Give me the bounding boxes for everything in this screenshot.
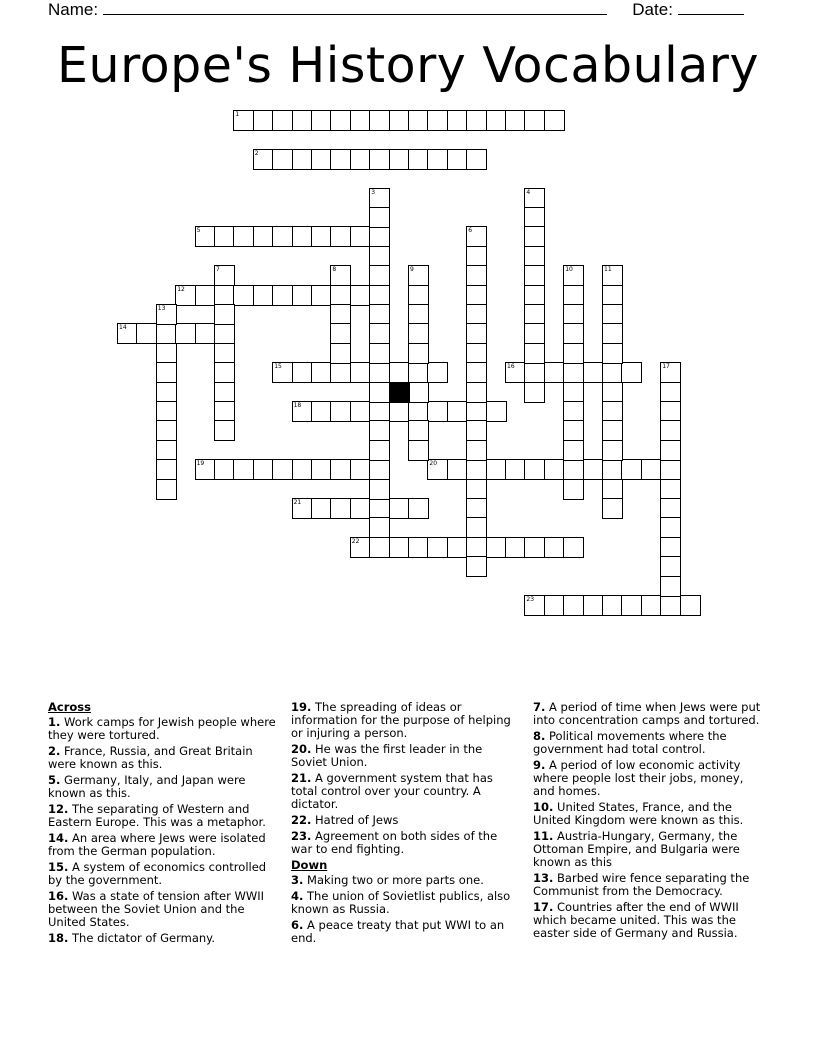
- grid-cell[interactable]: [427, 110, 448, 131]
- grid-cell[interactable]: [330, 362, 351, 383]
- cell-number: 7: [216, 266, 220, 274]
- grid-cell[interactable]: [369, 459, 390, 480]
- grid-cell[interactable]: [544, 459, 565, 480]
- grid-cell[interactable]: [156, 382, 177, 403]
- grid-cell[interactable]: [195, 323, 216, 344]
- grid-cell[interactable]: [524, 285, 545, 306]
- cell-number: 20: [429, 460, 438, 468]
- page-title: Europe's History Vocabulary: [57, 37, 759, 94]
- grid-cell[interactable]: [602, 382, 623, 403]
- grid-cell[interactable]: [486, 110, 507, 131]
- clue-item: 20. He was the first leader in the Soviet Union.: [291, 742, 483, 769]
- grid-cell[interactable]: [602, 498, 623, 519]
- cell-number: 14: [119, 324, 127, 332]
- grid-cell[interactable]: [369, 440, 390, 461]
- grid-cell[interactable]: [505, 110, 526, 131]
- grid-cell[interactable]: [408, 323, 429, 344]
- cell-number: 4: [526, 188, 531, 196]
- clue-column-3: [533, 701, 761, 943]
- grid-cell[interactable]: [369, 226, 390, 247]
- grid-cell[interactable]: [292, 459, 313, 480]
- cell-number: 22: [351, 537, 360, 545]
- clue-item: 22. Hatred of Jews: [291, 813, 399, 827]
- grid-cell[interactable]: [602, 285, 623, 306]
- grid-cell[interactable]: [369, 323, 390, 344]
- across-heading: Across: [48, 700, 91, 714]
- grid-cell[interactable]: [311, 110, 332, 131]
- grid-cell[interactable]: [524, 226, 545, 247]
- clue-item: 14. An area where Jews were isolated from the German population.: [48, 831, 266, 858]
- grid-cell[interactable]: [330, 304, 351, 325]
- grid-cell[interactable]: [272, 285, 293, 306]
- grid-cell[interactable]: [524, 246, 545, 267]
- grid-cell[interactable]: [214, 265, 235, 286]
- grid-cell[interactable]: [660, 556, 681, 577]
- grid-cell[interactable]: [427, 459, 448, 480]
- grid-cell[interactable]: [369, 188, 390, 209]
- grid-cell[interactable]: [311, 226, 332, 247]
- cell-number: 16: [507, 363, 515, 371]
- grid-cell[interactable]: [466, 440, 487, 461]
- grid-cell[interactable]: [544, 537, 565, 558]
- grid-cell[interactable]: [563, 479, 584, 500]
- clue-column-1: [48, 701, 276, 948]
- grid-cell[interactable]: [447, 149, 468, 170]
- grid-cell[interactable]: [621, 459, 642, 480]
- cell-number: 18: [293, 402, 302, 409]
- grid-cell[interactable]: [621, 595, 642, 616]
- grid-cell[interactable]: [544, 595, 565, 616]
- grid-cell[interactable]: [466, 537, 487, 558]
- grid-cell[interactable]: [466, 110, 487, 131]
- clue-item: 2. France, Russia, and Great Britain were known as this.: [48, 744, 253, 771]
- grid-cell[interactable]: [563, 420, 584, 441]
- grid-cell[interactable]: [408, 537, 429, 558]
- grid-cell[interactable]: [427, 537, 448, 558]
- grid-cell[interactable]: [214, 459, 235, 480]
- grid-cell[interactable]: [602, 323, 623, 344]
- grid-cell[interactable]: [466, 246, 487, 267]
- grid-cell[interactable]: [214, 285, 235, 306]
- grid-cell[interactable]: [466, 382, 487, 403]
- grid-cell[interactable]: [447, 401, 468, 422]
- grid-cell[interactable]: [156, 420, 177, 441]
- grid-cell[interactable]: [292, 149, 313, 170]
- down-heading: Down: [291, 858, 328, 872]
- grid-cell[interactable]: [175, 285, 196, 306]
- grid-cell[interactable]: [195, 459, 216, 480]
- grid-cell[interactable]: [330, 343, 351, 364]
- grid-cell[interactable]: [466, 479, 487, 500]
- grid-cell[interactable]: [330, 149, 351, 170]
- grid-cell[interactable]: [136, 323, 157, 344]
- cell-number: 1: [235, 111, 240, 118]
- grid-cell[interactable]: [292, 401, 313, 422]
- grid-cell[interactable]: [524, 265, 545, 286]
- cell-number: 23: [526, 596, 535, 603]
- grid-cell[interactable]: [350, 498, 371, 519]
- grid-cell[interactable]: [466, 362, 487, 383]
- clue-item: 19. The spreading of ideas or information for the purpose of helping or injuring a person.: [291, 700, 511, 740]
- grid-cell[interactable]: [466, 226, 487, 247]
- cell-number: 9: [410, 266, 414, 274]
- grid-cell[interactable]: [330, 265, 351, 286]
- date-label: Date:: [632, 0, 673, 19]
- grid-cell[interactable]: [369, 265, 390, 286]
- grid-cell[interactable]: [563, 595, 584, 616]
- grid-cell[interactable]: [389, 498, 410, 519]
- grid-cell[interactable]: [660, 498, 681, 519]
- grid-cell[interactable]: [408, 362, 429, 383]
- grid-cell[interactable]: [583, 459, 604, 480]
- grid-cell[interactable]: [505, 537, 526, 558]
- grid-cell[interactable]: [156, 304, 177, 325]
- grid-cell[interactable]: [350, 110, 371, 131]
- clue-item: 15. A system of economics controlled by the government.: [48, 860, 267, 887]
- clue-column-2: [291, 701, 519, 948]
- grid-cell[interactable]: [524, 207, 545, 228]
- grid-cell[interactable]: [524, 362, 545, 383]
- grid-cell[interactable]: [214, 343, 235, 364]
- grid-cell[interactable]: [660, 479, 681, 500]
- grid-cell[interactable]: [563, 401, 584, 422]
- grid-cell[interactable]: [660, 440, 681, 461]
- grid-cell[interactable]: [369, 537, 390, 558]
- grid-cell[interactable]: [447, 537, 468, 558]
- cell-number: 13: [157, 305, 166, 312]
- grid-cell[interactable]: [602, 459, 623, 480]
- grid-cell[interactable]: [214, 382, 235, 403]
- grid-cell[interactable]: [156, 459, 177, 480]
- grid-cell[interactable]: [292, 362, 313, 383]
- grid-cell[interactable]: [408, 285, 429, 306]
- clue-item: 21. A government system that has total control over your country. A dictator.: [291, 771, 493, 811]
- grid-cell[interactable]: [408, 304, 429, 325]
- grid-cell[interactable]: [524, 595, 545, 616]
- grid-cell[interactable]: [660, 517, 681, 538]
- grid-cell[interactable]: [156, 343, 177, 364]
- cell-number: 8: [332, 266, 337, 274]
- cell-number: 11: [604, 266, 612, 274]
- grid-cell[interactable]: [389, 110, 410, 131]
- grid-cell[interactable]: [544, 362, 565, 383]
- grid-cell[interactable]: [350, 285, 371, 306]
- grid-cell[interactable]: [369, 246, 390, 267]
- grid-cell[interactable]: [408, 265, 429, 286]
- grid-cell[interactable]: [563, 459, 584, 480]
- grid-cell[interactable]: [660, 595, 681, 616]
- grid-cell[interactable]: [195, 226, 216, 247]
- grid-cell[interactable]: [292, 498, 313, 519]
- grid-cell[interactable]: [524, 382, 545, 403]
- grid-cell[interactable]: [505, 459, 526, 480]
- grid-cell[interactable]: [466, 285, 487, 306]
- grid-cell[interactable]: [311, 362, 332, 383]
- grid-cell[interactable]: [466, 304, 487, 325]
- cell-number: 3: [371, 188, 376, 196]
- cell-number: 2: [254, 149, 259, 157]
- cell-number: 5: [196, 227, 201, 235]
- grid-cell[interactable]: [602, 265, 623, 286]
- grid-cell[interactable]: [389, 362, 410, 383]
- grid-cell[interactable]: [311, 401, 332, 422]
- grid-cell[interactable]: [369, 517, 390, 538]
- grid-cell[interactable]: [408, 343, 429, 364]
- grid-cell[interactable]: [583, 595, 604, 616]
- grid-cell[interactable]: [524, 304, 545, 325]
- grid-cell[interactable]: [292, 110, 313, 131]
- grid-cell[interactable]: [447, 459, 468, 480]
- grid-cell[interactable]: [660, 401, 681, 422]
- grid-cell[interactable]: [524, 188, 545, 209]
- grid-cell[interactable]: [602, 343, 623, 364]
- grid-cell[interactable]: [350, 362, 371, 383]
- grid-cell[interactable]: [486, 459, 507, 480]
- grid-cell[interactable]: [602, 440, 623, 461]
- grid-cell[interactable]: [369, 420, 390, 441]
- clue-item: 17. Countries after the end of WWII which became united. This was the easter side of Germany and Russia.: [533, 900, 739, 940]
- clue-item: 13. Barbed wire fence separating the Communist from the Democracy.: [533, 871, 750, 898]
- grid-cell[interactable]: [156, 479, 177, 500]
- clue-item: 1. Work camps for Jewish people where they were tortured.: [48, 715, 276, 742]
- grid-cell[interactable]: [350, 401, 371, 422]
- grid-cell[interactable]: [272, 110, 293, 131]
- clue-item: 23. Agreement on both sides of the war to end fighting.: [291, 829, 498, 856]
- grid-cell[interactable]: [253, 226, 274, 247]
- grid-cell[interactable]: [253, 149, 274, 170]
- grid-cell[interactable]: [330, 401, 351, 422]
- grid-cell[interactable]: [408, 420, 429, 441]
- grid-cell[interactable]: [330, 459, 351, 480]
- grid-cell[interactable]: [408, 149, 429, 170]
- clue-item: 7. A period of time when Jews were put into concentration camps and tortured.: [533, 700, 761, 727]
- grid-cell[interactable]: [466, 556, 487, 577]
- cell-number: 21: [293, 499, 302, 506]
- grid-cell[interactable]: [156, 323, 177, 344]
- grid-cell[interactable]: [350, 537, 371, 558]
- black-square: [389, 382, 410, 403]
- grid-cell[interactable]: [389, 149, 410, 170]
- grid-cell[interactable]: [214, 323, 235, 344]
- grid-cell[interactable]: [156, 440, 177, 461]
- grid-cell[interactable]: [408, 440, 429, 461]
- clue-item: 16. Was a state of tension after WWII between the Soviet Union and the United States.: [48, 889, 265, 929]
- grid-cell[interactable]: [621, 362, 642, 383]
- clue-item: 6. A peace treaty that put WWI to an end.: [291, 918, 505, 945]
- grid-cell[interactable]: [369, 479, 390, 500]
- cell-number: 15: [274, 363, 282, 371]
- grid-cell[interactable]: [233, 226, 254, 247]
- grid-cell[interactable]: [330, 226, 351, 247]
- grid-cell[interactable]: [466, 323, 487, 344]
- grid-cell[interactable]: [680, 595, 701, 616]
- grid-cell[interactable]: [272, 149, 293, 170]
- grid-cell[interactable]: [602, 304, 623, 325]
- grid-cell[interactable]: [505, 362, 526, 383]
- grid-cell[interactable]: [233, 110, 254, 131]
- grid-cell[interactable]: [602, 420, 623, 441]
- grid-cell[interactable]: [563, 362, 584, 383]
- grid-cell[interactable]: [272, 459, 293, 480]
- grid-cell[interactable]: [660, 420, 681, 441]
- grid-cell[interactable]: [408, 498, 429, 519]
- grid-cell[interactable]: [524, 110, 545, 131]
- clue-item: 3. Making two or more parts one.: [291, 873, 484, 887]
- grid-cell[interactable]: [311, 459, 332, 480]
- cell-number: 19: [196, 460, 205, 468]
- grid-cell[interactable]: [350, 149, 371, 170]
- grid-cell[interactable]: [466, 459, 487, 480]
- grid-cell[interactable]: [117, 323, 138, 344]
- grid-cell[interactable]: [563, 304, 584, 325]
- grid-cell[interactable]: [253, 285, 274, 306]
- cell-number: 17: [662, 363, 670, 371]
- grid-cell[interactable]: [389, 537, 410, 558]
- grid-cell[interactable]: [311, 285, 332, 306]
- grid-cell[interactable]: [524, 459, 545, 480]
- grid-cell[interactable]: [369, 401, 390, 422]
- grid-cell[interactable]: [447, 110, 468, 131]
- grid-cell[interactable]: [641, 595, 662, 616]
- grid-cell[interactable]: [660, 459, 681, 480]
- grid-cell[interactable]: [524, 343, 545, 364]
- grid-cell[interactable]: [466, 498, 487, 519]
- clue-item: 4. The union of Sovietlist publics, also known as Russia.: [291, 889, 511, 916]
- grid-cell[interactable]: [272, 226, 293, 247]
- grid-cell[interactable]: [292, 226, 313, 247]
- grid-cell[interactable]: [563, 343, 584, 364]
- clue-item: 10. United States, France, and the United Kingdom were known as this.: [533, 800, 744, 827]
- grid-cell[interactable]: [602, 401, 623, 422]
- grid-cell[interactable]: [427, 401, 448, 422]
- grid-cell[interactable]: [214, 420, 235, 441]
- grid-cell[interactable]: [641, 459, 662, 480]
- grid-cell[interactable]: [563, 537, 584, 558]
- grid-cell[interactable]: [427, 362, 448, 383]
- grid-cell[interactable]: [156, 401, 177, 422]
- grid-cell[interactable]: [369, 343, 390, 364]
- grid-cell[interactable]: [466, 420, 487, 441]
- grid-cell[interactable]: [408, 382, 429, 403]
- grid-cell[interactable]: [583, 362, 604, 383]
- grid-cell[interactable]: [369, 382, 390, 403]
- grid-cell[interactable]: [253, 459, 274, 480]
- clue-item: 8. Political movements where the government had total control.: [533, 729, 727, 756]
- grid-cell[interactable]: [563, 440, 584, 461]
- grid-cell[interactable]: [563, 285, 584, 306]
- grid-cell[interactable]: [408, 401, 429, 422]
- cell-number: 10: [565, 266, 573, 274]
- grid-cell[interactable]: [214, 226, 235, 247]
- grid-cell[interactable]: [466, 265, 487, 286]
- grid-cell[interactable]: [195, 285, 216, 306]
- grid-cell[interactable]: [272, 362, 293, 383]
- grid-cell[interactable]: [369, 207, 390, 228]
- grid-cell[interactable]: [408, 110, 429, 131]
- grid-cell[interactable]: [524, 537, 545, 558]
- grid-cell[interactable]: [466, 401, 487, 422]
- grid-cell[interactable]: [311, 149, 332, 170]
- grid-cell[interactable]: [214, 362, 235, 383]
- grid-cell[interactable]: [563, 265, 584, 286]
- grid-cell[interactable]: [544, 110, 565, 131]
- grid-cell[interactable]: [311, 498, 332, 519]
- name-label: Name:: [48, 0, 99, 19]
- cell-number: 6: [468, 227, 473, 235]
- grid-cell[interactable]: [369, 285, 390, 306]
- grid-cell[interactable]: [524, 323, 545, 344]
- grid-cell[interactable]: [660, 537, 681, 558]
- grid-cell[interactable]: [563, 382, 584, 403]
- grid-cell[interactable]: [369, 498, 390, 519]
- cell-number: 12: [177, 285, 185, 293]
- grid-cell[interactable]: [350, 226, 371, 247]
- grid-cell[interactable]: [253, 110, 274, 131]
- grid-cell[interactable]: [369, 110, 390, 131]
- clue-item: 18. The dictator of Germany.: [48, 931, 215, 945]
- grid-cell[interactable]: [602, 479, 623, 500]
- grid-cell[interactable]: [466, 149, 487, 170]
- grid-cell[interactable]: [389, 401, 410, 422]
- grid-cell[interactable]: [602, 362, 623, 383]
- grid-cell[interactable]: [292, 285, 313, 306]
- clue-item: 12. The separating of Western and Eastern Europe. This was a metaphor.: [48, 802, 266, 829]
- grid-cell[interactable]: [214, 401, 235, 422]
- grid-cell[interactable]: [660, 576, 681, 597]
- grid-cell[interactable]: [369, 149, 390, 170]
- grid-cell[interactable]: [369, 304, 390, 325]
- clue-item: 11. Austria-Hungary, Germany, the Ottoman Empire, and Bulgaria were known as this: [533, 829, 740, 869]
- grid-cell[interactable]: [330, 498, 351, 519]
- grid-cell[interactable]: [602, 595, 623, 616]
- clue-item: 9. A period of low economic activity where people lost their jobs, money, and homes.: [533, 758, 744, 798]
- grid-cell[interactable]: [330, 323, 351, 344]
- grid-cell[interactable]: [233, 285, 254, 306]
- grid-cell[interactable]: [330, 110, 351, 131]
- clue-item: 5. Germany, Italy, and Japan were known as this.: [48, 773, 246, 800]
- grid-cell[interactable]: [486, 537, 507, 558]
- grid-cell[interactable]: [466, 517, 487, 538]
- grid-cell[interactable]: [350, 459, 371, 480]
- grid-cell[interactable]: [660, 362, 681, 383]
- grid-cell[interactable]: [175, 323, 196, 344]
- grid-cell[interactable]: [369, 362, 390, 383]
- grid-cell[interactable]: [660, 382, 681, 403]
- grid-cell[interactable]: [466, 343, 487, 364]
- grid-cell[interactable]: [486, 401, 507, 422]
- grid-cell[interactable]: [156, 362, 177, 383]
- grid-cell[interactable]: [427, 149, 448, 170]
- grid-cell[interactable]: [214, 304, 235, 325]
- grid-cell[interactable]: [563, 323, 584, 344]
- grid-cell[interactable]: [330, 285, 351, 306]
- grid-cell[interactable]: [233, 459, 254, 480]
